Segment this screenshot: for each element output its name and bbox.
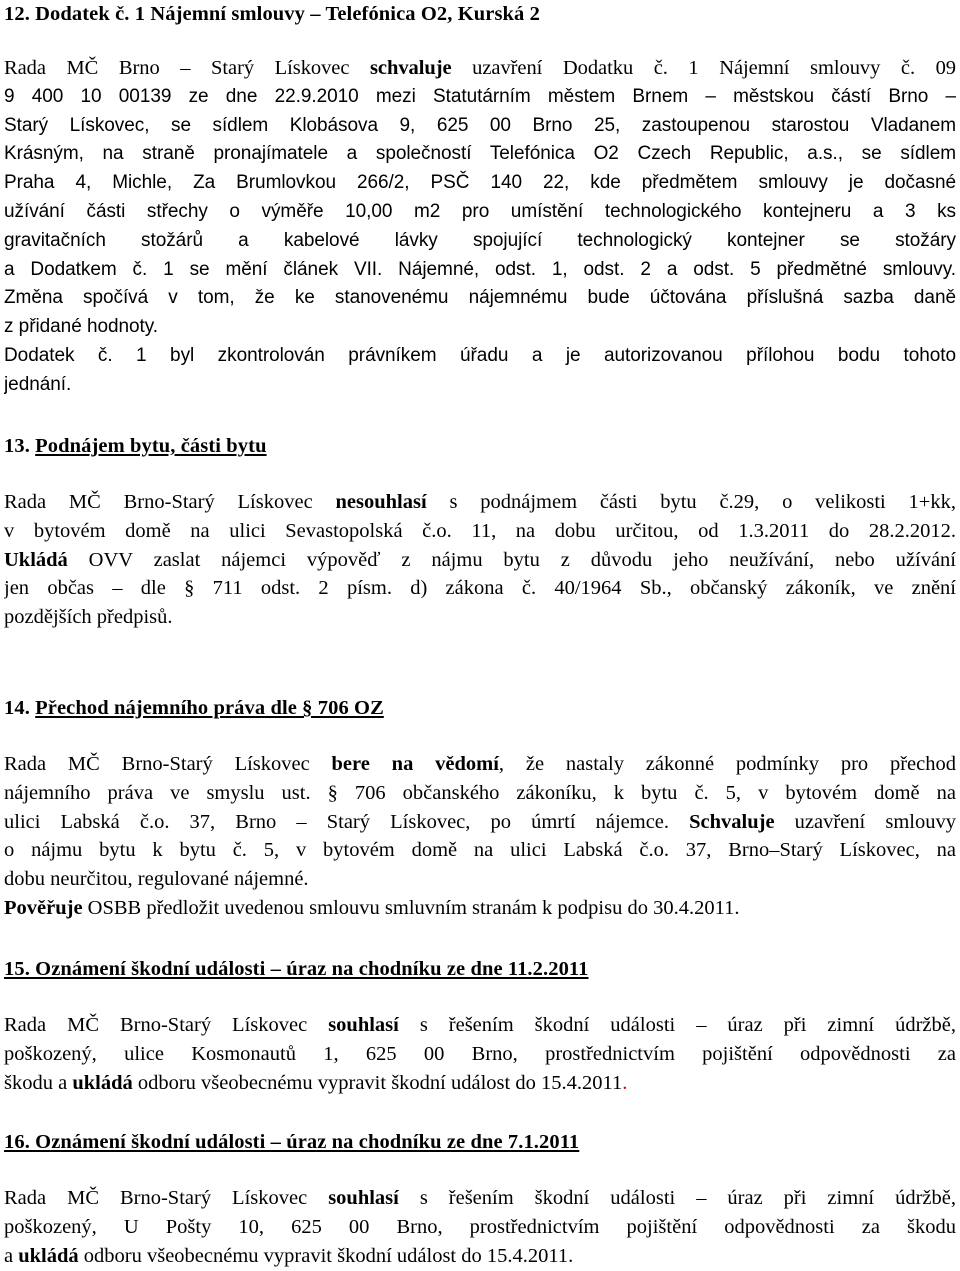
- s14-number: 14.: [4, 697, 36, 719]
- section-14-body: [4, 750, 956, 923]
- s15-line-3: [4, 1069, 956, 1098]
- s14-l6-bold: Pověřuje: [4, 896, 83, 919]
- s15-line-1: [4, 1011, 956, 1040]
- s16-title-text: 16. Oznámení škodní události – úraz na chodníku ze dne 7.1.2011: [4, 1131, 580, 1153]
- s16-l1-text: Rada MČ Brno-Starý Lískovec: [4, 1187, 329, 1209]
- s13-number: 13.: [4, 435, 36, 457]
- s14-l1-bold: bere na vědomí: [331, 753, 499, 775]
- s16-l1-bold: souhlasí: [328, 1187, 399, 1209]
- s13-l3-rest: OVV zaslat nájemci výpověď z nájmu bytu z důvodu jeho neužívání, nebo užívání: [67, 548, 956, 571]
- s12-line-6: užívání části střechy o výměře 10,00 m2 pro umístění technologického kontejneru a 3 ks: [4, 200, 956, 222]
- s14-line-1: [4, 750, 956, 779]
- s14-l1-text: Rada MČ Brno-Starý Lískovec: [4, 753, 332, 775]
- s12-l1-rest: uzavření Dodatku č. 1 Nájemní smlouvy č. 09: [451, 57, 956, 79]
- s12-line-12: jednání.: [4, 373, 72, 395]
- s15-l3-text: škodu a: [4, 1071, 73, 1094]
- section-16-body: [4, 1184, 956, 1270]
- s16-line-3: [4, 1242, 956, 1271]
- s14-line-2: nájemního práva ve smyslu ust. § 706 občanského zákoníku, k bytu č. 5, v bytovém domě na: [4, 781, 956, 804]
- section-16-title: [4, 1130, 579, 1154]
- s12-line-11: Dodatek č. 1 byl zkontrolován právníkem úřadu a je autorizovanou přílohou bodu tohoto: [4, 344, 956, 366]
- s14-l3-bold: Schvaluje: [689, 810, 775, 833]
- s13-l1-text: Rada MČ Brno-Starý Lískovec: [4, 491, 336, 513]
- s12-line-5: Praha 4, Michle, Za Brumlovkou 266/2, PSČ 140 22, kde předmětem smlouvy je dočasné: [4, 172, 956, 194]
- s15-l1-rest: s řešením škodní události – úraz při zimní údržbě,: [398, 1014, 956, 1036]
- s12-line-8: a Dodatkem č. 1 se mění článek VII. Nájemné, odst. 1, odst. 2 a odst. 5 předmětné smlouvy.: [4, 258, 956, 280]
- s14-l6-rest: OSBB předložit uvedenou smlouvu smluvním stranám k podpisu do 30.4.2011.: [82, 896, 740, 919]
- s13-line-1: [4, 488, 956, 517]
- s13-line-3: [4, 546, 956, 575]
- s13-line-4: jen občas – dle § 711 odst. 2 písm. d) zákona č. 40/1964 Sb., občanský zákoník, ve znění: [4, 577, 956, 600]
- s12-line-1: [4, 54, 956, 83]
- s12-line-7: gravitačních stožárů a kabelové lávky spojující technologický kontejner se stožáry: [4, 229, 956, 251]
- s15-line-2: poškozený, ulice Kosmonautů 1, 625 00 Brno, prostřednictvím pojištění odpovědnosti za: [4, 1042, 956, 1065]
- s15-l3-bold: ukládá: [72, 1071, 133, 1094]
- s14-line-4: o nájmu bytu k bytu č. 5, v bytovém domě na ulici Labská č.o. 37, Brno–Starý Lískovec, na: [4, 839, 956, 862]
- s14-line-6: [4, 894, 956, 923]
- s14-l1-rest: , že nastaly zákonné podmínky pro přechod: [498, 753, 956, 775]
- s16-line-1: [4, 1184, 956, 1213]
- s12-line-9: Změna spočívá v tom, že ke stanovenému nájemnému bude účtována příslušná sazba daně: [4, 287, 956, 309]
- section-12-body: [4, 54, 956, 400]
- section-15-title: [4, 957, 589, 981]
- s12-line-3: Starý Lískovec, se sídlem Klobásova 9, 625 00 Brno 25, zastoupenou starostou Vladanem: [4, 114, 956, 136]
- s15-l1-text: Rada MČ Brno-Starý Lískovec: [4, 1014, 329, 1036]
- document-page: [4, 0, 956, 1271]
- s15-title-text: 15. Oznámení škodní události – úraz na chodníku ze dne 11.2.2011: [4, 958, 589, 980]
- s15-l3-rest: odboru všeobecnému vypravit škodní událost do 15.4.2011: [132, 1071, 623, 1094]
- s14-title-text: Přechod nájemního práva dle § 706 OZ: [35, 697, 384, 719]
- s12-line-4: Krásným, na straně pronajímatele a společností Telefónica O2 Czech Republic, a.s., se sídlem: [4, 143, 956, 165]
- section-12-title: 12. Dodatek č. 1 Nájemní smlouvy – Telefónica O2, Kurská 2: [4, 3, 540, 25]
- section-15-body: [4, 1011, 956, 1097]
- s13-l1-rest: s podnájmem části bytu č.29, o velikosti 1+kk,: [426, 491, 956, 513]
- section-13-body: [4, 488, 956, 632]
- s12-l1-bold: schvaluje: [370, 57, 452, 79]
- section-14-title: [4, 696, 384, 720]
- s13-l1-bold: nesouhlasí: [335, 491, 427, 513]
- s15-l3-red-period: .: [622, 1071, 628, 1094]
- s16-l1-rest: s řešením škodní události – úraz při zimní údržbě,: [398, 1187, 956, 1209]
- s12-line-10: z přidané hodnoty.: [4, 316, 159, 338]
- s14-line-5: dobu neurčitou, regulované nájemné.: [4, 868, 309, 891]
- s14-l3-text: ulici Labská č.o. 37, Brno – Starý Lískovec, po úmrtí nájemce.: [4, 810, 690, 833]
- s16-l3-rest: odboru všeobecnému vypravit škodní událost do 15.4.2011.: [78, 1244, 574, 1267]
- s14-line-3: [4, 808, 956, 837]
- s13-line-2: v bytovém domě na ulici Sevastopolská č.o. 11, na dobu určitou, od 1.3.2011 do 28.2.2012.: [4, 519, 956, 542]
- s12-l1-text: Rada MČ Brno – Starý Lískovec: [4, 57, 370, 79]
- s15-l1-bold: souhlasí: [328, 1014, 399, 1036]
- s13-line-5: pozdějších předpisů.: [4, 606, 173, 629]
- s13-title-text: Podnájem bytu, části bytu: [35, 435, 267, 457]
- s16-l3-bold: ukládá: [18, 1244, 79, 1267]
- s13-l3-bold: Ukládá: [4, 548, 68, 571]
- section-13-title: [4, 434, 267, 458]
- s16-line-2: poškozený, U Pošty 10, 625 00 Brno, prostřednictvím pojištění odpovědnosti za škodu: [4, 1215, 956, 1238]
- s14-l3-rest: uzavření smlouvy: [774, 810, 956, 833]
- s12-line-2: 9 400 10 00139 ze dne 22.9.2010 mezi Statutárním městem Brnem – městskou částí Brno –: [4, 85, 956, 107]
- s16-l3-text: a: [4, 1244, 19, 1267]
